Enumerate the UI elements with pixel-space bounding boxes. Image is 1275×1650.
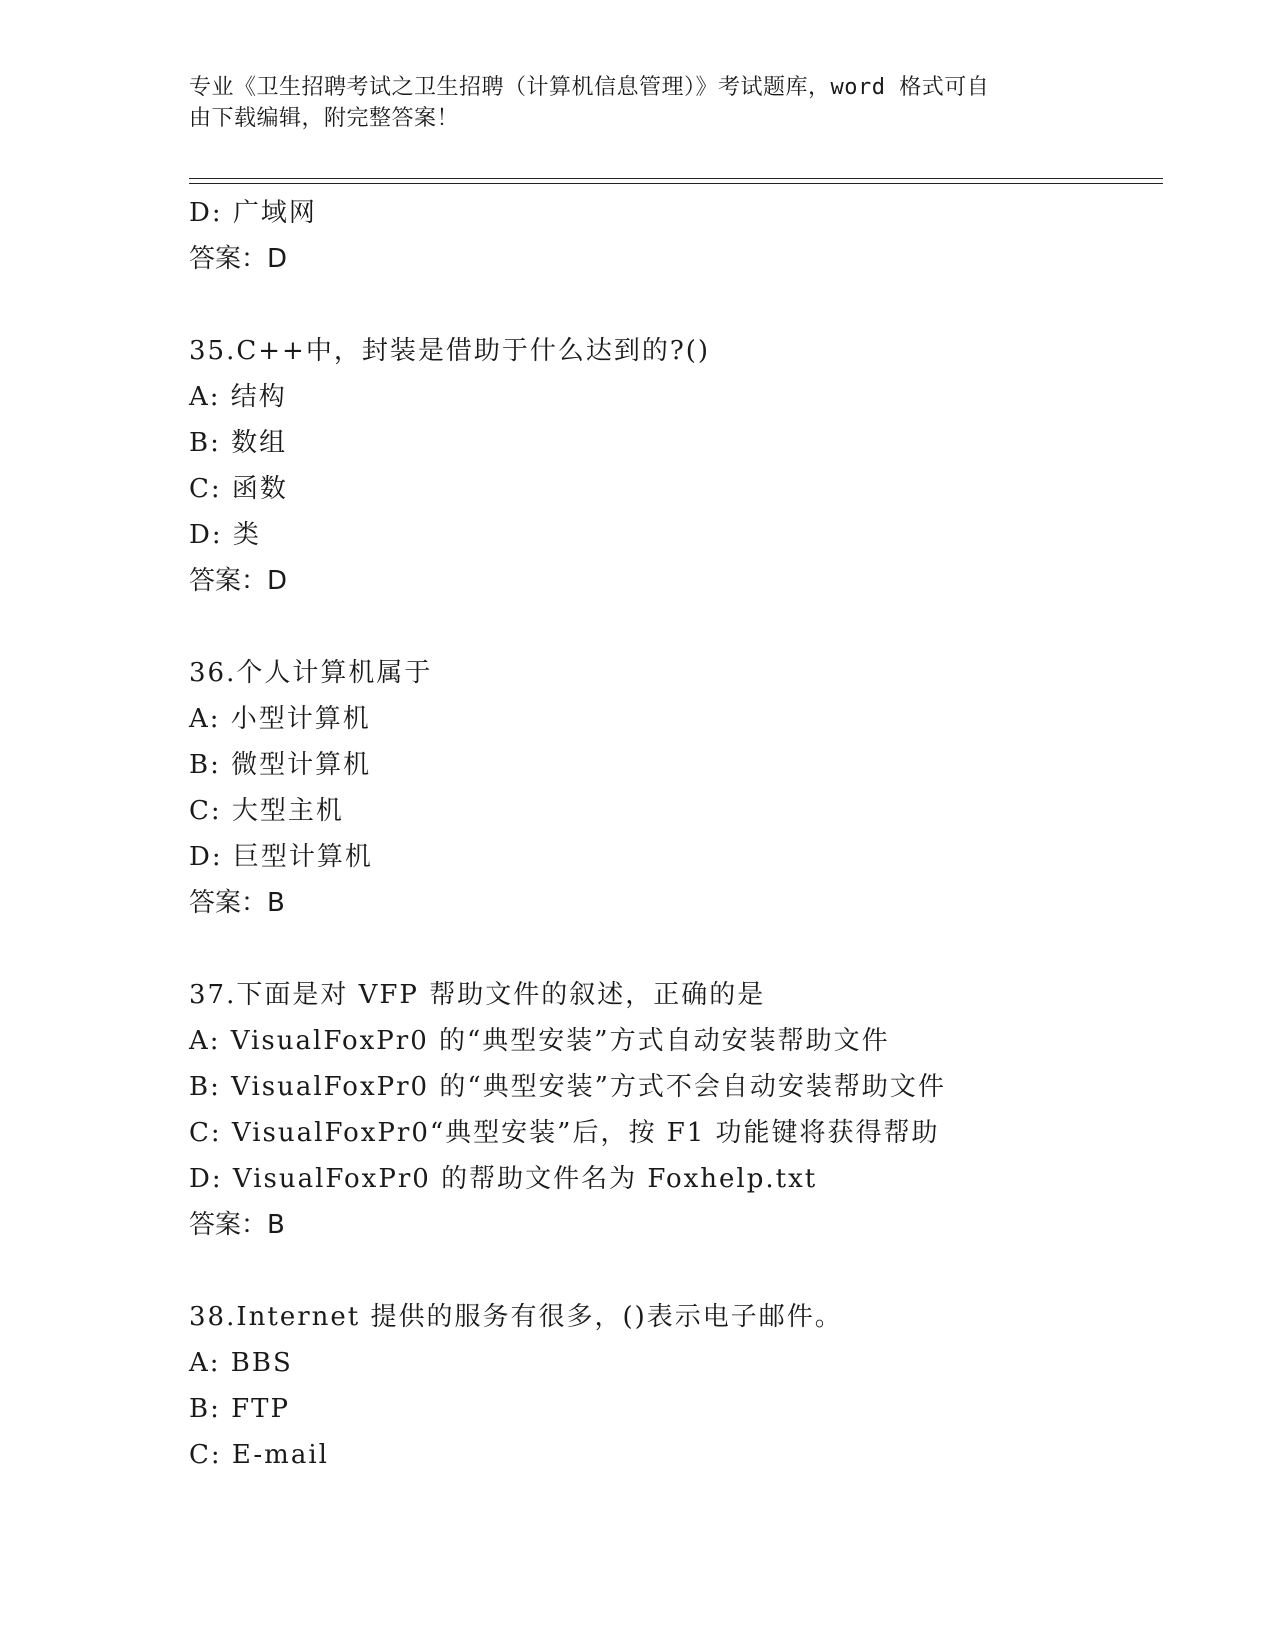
question-stem: 38.Internet 提供的服务有很多，()表示电子邮件。 <box>189 1302 843 1332</box>
option-c: C: 函数 <box>189 474 288 504</box>
option-c: C: 大型主机 <box>189 796 344 826</box>
header-line-1: 专业《卫生招聘考试之卫生招聘（计算机信息管理）》考试题库，word 格式可自 <box>189 75 990 100</box>
header-line-2: 由下载编辑，附完整答案！ <box>189 106 460 131</box>
option-c: C: E-mail <box>189 1440 329 1470</box>
option-b: B: FTP <box>189 1394 291 1424</box>
header-divider-top <box>189 178 1163 179</box>
header-divider-bottom <box>189 183 1163 184</box>
answer: 答案：B <box>189 888 285 918</box>
option-a: A: VisualFoxPr0 的“典型安装”方式自动安装帮助文件 <box>189 1026 890 1056</box>
answer: 答案：D <box>189 566 288 596</box>
option-b: B: 数组 <box>189 428 288 458</box>
option-c: C: VisualFoxPr0“典型安装”后，按 F1 功能键将获得帮助 <box>189 1118 940 1148</box>
option-d: D: VisualFoxPr0 的帮助文件名为 Foxhelp.txt <box>189 1164 818 1194</box>
question-stem: 35.C++中，封装是借助于什么达到的?() <box>189 336 711 366</box>
question-list <box>189 190 1169 1478</box>
option-b: B: VisualFoxPr0 的“典型安装”方式不会自动安装帮助文件 <box>189 1072 946 1102</box>
document-header <box>189 72 1069 134</box>
option-d: D: 巨型计算机 <box>189 842 373 872</box>
option-a: A: 小型计算机 <box>189 704 371 734</box>
option-b: B: 微型计算机 <box>189 750 372 780</box>
question-stem: 37.下面是对 VFP 帮助文件的叙述，正确的是 <box>189 980 766 1010</box>
option-d: D: 类 <box>189 520 261 550</box>
answer: 答案：B <box>189 1210 285 1240</box>
option-a: A: 结构 <box>189 382 287 412</box>
question-stem: 36.个人计算机属于 <box>189 658 433 688</box>
option-a: A: BBS <box>189 1348 293 1378</box>
option-d: D: 广域网 <box>189 198 317 228</box>
answer: 答案：D <box>189 244 288 274</box>
